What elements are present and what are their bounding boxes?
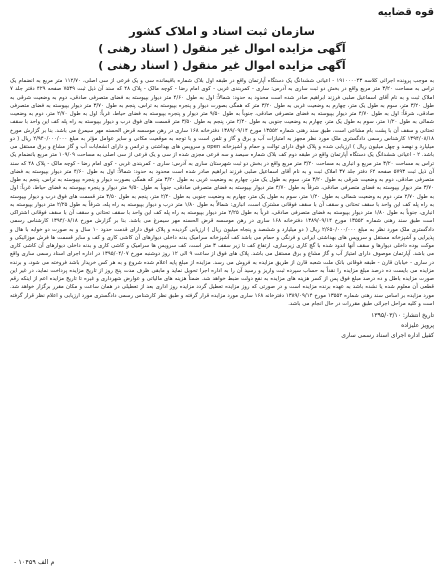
signer-office: کفیل اداره اجرای اسناد رسمی ساری [341,332,434,339]
reference-number: م الف ۱۰۴۵۹ - [14,558,55,566]
notice-title-repeat: آگهی مزایده اموال غیر منقول ( اسناد رهنی ) [98,59,346,72]
notice-body: به موجب پرونده اجرائی کلاسه ۱۹۱۰۰۰۰۴۳ - اعیانی ششدانگ یک دستگاه آپارتمان واقع در طبقه اول بلاک شماره باقیمانده سی و یک فرعی از سی اصلی، ۱۱۲/۷۰ متر مربع به انضمام یک تراس به مساحت ۳/۲۰ متر مربع واقع در بخش دو ثبت ساری به آدرس: ساری - کمربندی غربی - کوی امام رضا - کوچه مالک - پلاک ۴۸ که سند آن ذیل ثبت ۷۵۳۹ صفحه ۴۲۹ دفتر جلد ۷ املاک ثبت و به نام آقای اسماعیل صلبی فرزند ابراهیم صادر شده است محدود به حدود: شمالاً: اول به طول ۴/۶۰ متر دیوار بپیوسته به فضای متصرفی صادقی، دوم به وضعیت شرقی به طول ۳/۲۰ متر، سوم به طول یک متر، چهارم به وضعیت غربی به طول ۳/۲۰ متر که همگی بصورت دیوار و پنجره بپیوسته به تراس، پنجم به طول ۳/۷۰ متر دیوار بپیوسته به فضای متصرفی صادقی، شرقاً: اول به طول ۴/۷۰ متر دیوار بپیوسته به فضای متصرفی صادقی، جنوباً به طول ۹/۵۰ متر دیوار و پنجره بپیوسته به فضای حیاط، غرباً: اول به طول ۲/۷۰ متر، دوم به وضعیت شمالی به طول ۱/۲۰ متر، سوم به طول یک متر، چهارم به وضعیت جنوبی به طول ۲/۴۰ متر، پنجم به طول ۳/۵۰ متر قسمت های فوق درب و دیوار بپیوسته به راه پله کف این واحد با سقف تحتانی و سقف آن با پشت بام مشاعی است، طبق سند رهنی شماره ۱۳۵۵۲ مورخ ۱۳۸۹/۰۹/۱۴ دفترخانه ۱۶۸ ساری در رهن موسسه قرض الحسنه مهر سیمرغ می باشد. بنا بر گزارش مورخ ۱۳۹۴/۰۸/۱۸ کارشناس رسمی دادگستری ملک مورد نظر مجهز به امتیازات آب و برق و گاز و تلفن است و با توجه به موقعیت مکانی و سایر عوامل مؤثر به مبلغ ۲/۹۴۰/۰۰۰/۰۰۰ ریال ( دو میلیارد و نهصد و چهل میلیون ریال ) ارزیابی شده و پلاک فوق دارای توالت و حمام و آشپزخانه open و سرویس های بهداشتی و ترانس و دارای انشعابات آب و گاز مشاع و برق مستقل می باشد. ۲ - اعیانی ششدانگ یک دستگاه آپارتمان واقع در طبقه دوم کف بلاک شماره سیصد و سه فرعی مجزی شده از سی و یک فرعی از سی اصلی به مساحت ۱۰۹/۰۹ متر مربع بانضمام یک تراس به مساحت ۳/۲۰ متر مربع و انباری به مساحت ۳/۲۰ متر مربع واقع در بخش دو ثبت شهرستان ساری به آدرس: ساری - کمربندی غربی - کوی امام رضا - کوچه مالک - پلاک ۴۸ که سند آن ذیل ثبت ۵۷۹۳ صفحه ۶۲ دفتر جلد ۳۷ املاک ثبت و به نام آقای اسماعیل صلبی فرزند ابراهیم صادر شده است محدود به حدود: شمالاً: اول به طول ۴/۶۰ متر دیوار بپیوسته به فضای متصرفی صادقی، دوم به وضعیت شرقی به طول ۳/۲۰ متر، سوم به طول یک متر، چهارم به وضعیت غربی به طول ۳/۲۰ متر که همگی بصورت دیوار و پنجره بپیوسته به تراس، پنجم به طول ۳/۷۰ متر دیوار بپیوسته به فضای متصرفی صادقی، شرقاً به طول ۴/۷۰ متر دیوار بپیوسته به فضای متصرفی صادقی، جنوباً به طول ۹/۵۰ متر دیوار و پنجره بپیوسته به فضای حیاط، غرباً: اول به طول ۲/۷۰ متر، دوم به وضعیت شمالی به طول ۱/۲۰ متر، سوم به طول یک متر، چهارم به وضعیت جنوبی به طول ۲/۴۰ متر، پنجم به طول ۳/۵۰ متر قسمت های فوق درب و دیوار بپیوسته به راه پله کف این واحد با سقف تحتانی و سقف آن با سقف فوقانی مشترک است، انباری: شمالاً به طول ۱/۸۰ متر درب و دیوار بپیوسته به راه پله، شرقاً به طول ۲/۲۵ متر دیوار بپیوسته به انباری، جنوباً به طول ۱/۸۰ متر دیوار بپیوسته به فضای متصرفی صادقی، غرباً به طول ۲/۲۵ متر دیوار بپیوسته به راه پله کف این واحد با سقف تحتانی و سقف آن با سقف فوقانی اشتراکی است طبق سند رهنی شماره ۱۳۵۵۲ مورخ ۱۳۸۹/۰۹/۱۴ دفترخانه ۱۶۸ ساری در رهن موسسه قرض الحسنه مهر سیمرغ می باشد. بنا بر گزارش مورخ ۱۳۹۴/۰۸/۱۸ کارشناس رسمی دادگستری ملک مورد نظر به مبلغ ۲/۶۵۰/۰۰۰/۰۰۰ ریال ( دو میلیارد و ششصد و پنجاه میلیون ریال ) ارزیابی گردیده و پلاک فوق دارای قدمت حدود ۱۰ سال و به صورت دو خوابه با هال و پذیرایی و آشپزخانه مستقل و سرویس های بهداشتی ایرانی و فرنگی و حمام می باشد کف آشپزخانه سرامیک بدنه داخلی دیوارهای آن کاشی کاری و کف و سایر قسمت ها فرش موزائیکی و موکت بوده داخلی دیوارها و سقف آنها اندود شده با گچ کاری زیرسازی، ارتفاع کف تا زیر سقف ۳ متر است، کف سرویس ها سرامیک و کاشی کاری و بدنه داخلی دیوارهای آن کاشی کاری می باشد. آپارتمان موصوف دارای امتیاز آب و گاز مشاع و برق مستقل می باشد. پلاک های فوق از ساعت ۹ الی ۱۲ روز دوشنبه مورخ ۱۳۹۵/۰۴/۰۷ در اداره اجرای اسناد رسمی ساری واقع در ساری - خیابان قارن - طبقه فوقانی بانک ملت شعبه قارن از طریق مزایده به فروش می رسد. مزایده از مبلغ پایه اعلام شده شروع و به هر کس خریدار باشد فروخته می شود، و برنده مزایده می بایست ده درصد مبلغ مزایده را نقداً به حساب سپرده ثبت واریز و رسید آن را به اداره اجرا تحویل نماید و مابقی ظرف مدت پنج روز از تاریخ مزایده پرداخت نماید، در غیر این صورت مزایده باطل و ده درصد مبلغ فوق پس از کسر هزینه های مزایده به نفع دولت ضبط خواهد شد. ضمناً هزینه های مالیاتی و عوارض شهرداری و غیره تا تاریخ مزایده اعم از اینکه رقم قطعی آن معلوم شده یا نشده باشد به عهده برنده مزایده است و در صورتی که روز مزایده تعطیل گردد مزایده روز اداری بعد از تعطیلی در همان ساعت و مکان مقرر برگزار خواهد شد. مورد مزایده بر اساس سند رهنی شماره ۱۳۵۵۲ مورخ ۱۳۸۹/۰۹/۱۴ دفترخانه ۱۶۸ ساری مورد مزایده قرار گرفته و طبق نظر کارشناس رسمی دادگستری مورد ارزیابی و اعلام نظر قرار گرفته است و کلیه مراحل اجرائی طبق مقررات در حال انجام می باشد. [10,78,435,307]
notice-footer [10,311,434,341]
notice-title: آگهی مزایده اموال غیر منقول ( اسناد رهنی ) [98,42,346,55]
publish-date: تاریخ انتشار: ۱۳۹۵/۰۳/۱۰ [371,312,434,319]
signer-name: پرویز علیزاده [401,322,434,329]
court-header: قوه قضاییه [377,7,434,18]
organization-title: سازمان ثبت اسناد و املاک کشور [129,24,315,38]
